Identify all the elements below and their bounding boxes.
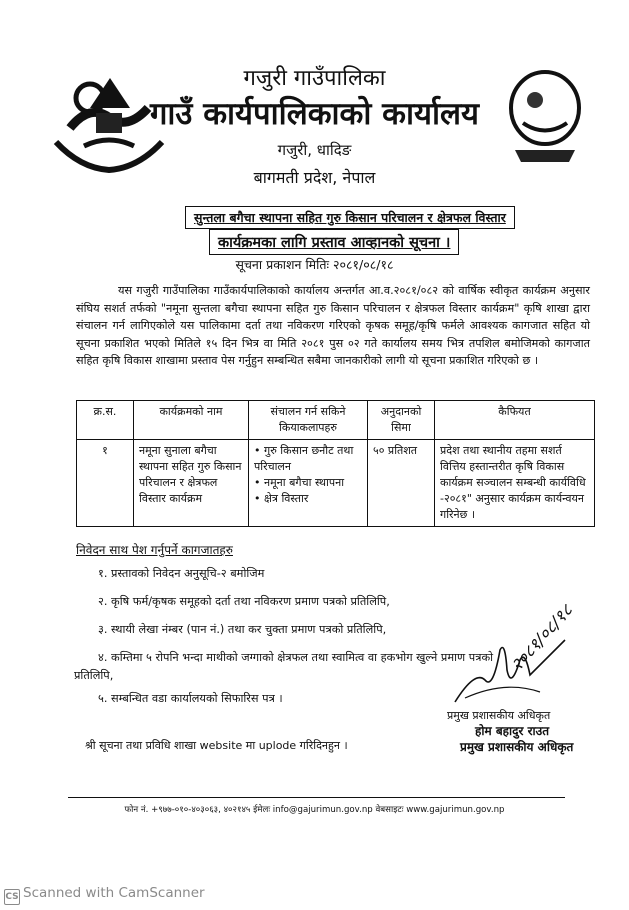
table-header: संचालन गर्न सकिने कियाकलापहरु	[249, 401, 368, 440]
table-header: अनुदानको सिमा	[368, 401, 435, 440]
activity-item: • क्षेत्र विस्तार	[254, 492, 309, 505]
footer-contact: फोन नं. +९७७-०१०-४०३०६३, ४०२१४५ ईमेलः info@gajurimun.gov.np वेबसाइटः www.gajurimun.gov.np	[124, 805, 505, 815]
list-item: २. कृषि फर्म/कृषक समूहको दर्ता तथा नविकरण प्रमाण पत्रको प्रतिलिपि,	[98, 595, 390, 608]
list-item: ५. सम्बन्धित वडा कार्यालयको सिफारिस पत्र ।	[98, 692, 283, 705]
scanner-text: Scanned with CamScanner	[23, 885, 205, 901]
scanner-watermark	[4, 885, 205, 905]
office-location: गजुरी, धादिङ	[277, 141, 352, 159]
municipality-name: गजुरी गाउँपालिका	[243, 66, 386, 91]
camscanner-icon: CS	[4, 889, 20, 905]
handwritten-date: २०८१/०८/१८	[507, 600, 578, 676]
signatory-name: होम बहादुर राउत	[475, 724, 550, 738]
office-name: गाउँ कार्यपालिकाको कार्यालय	[149, 96, 480, 132]
list-item: १. प्रस्तावको निवेदन अनुसूचि-२ बमोजिम	[98, 567, 265, 580]
row-program-name: नमूना सुनाला बगैचा स्थापना सहित गुरु किसान परिचालन र क्षेत्रफल विस्तार कार्यक्रम	[134, 440, 249, 527]
list-item: प्रतिलिपि,	[74, 669, 114, 682]
table-header: क्र.स.	[77, 401, 134, 440]
notice-paragraph: यस गजुरी गाउँपालिका गाउँकार्यपालिकाको कार्यालय अन्तर्गत आ.व.२०८१/०८२ को वार्षिक स्वीकृत कार्यक्रम अनुसार संघिय सशर्त तर्फको "नमूना सुन्तला बगैचा स्थापना सहित गुरु किसान परिचालन र क्षेत्रफल विस्तार कार्यक्रम" कृषि शाखा द्वारा संचालन गर्न लागिएकोले यस पालिकामा दर्ता तथा नविकरण गरिएको कृषक समूह/कृषि फर्मले आवश्यक कागजात सहित यो सूचना प्रकाशित भएको मितिले १५ दिन भित्र वा मिति २०८१ पुस ०२ गते कार्यालय समय भित्र तपशिल बमोजिमको कागजात सहित कृषि विकास शाखामा प्रस्ताव पेस गर्नुहुन सम्बन्धित सबैमा जानकारीको लागी यो सूचना प्रकाशित गरिएको छ ।	[76, 284, 590, 367]
table-header-row	[77, 401, 595, 440]
table-header: कैफियत	[435, 401, 595, 440]
documents-heading: निवेदन साथ पेश गर्नुपर्ने कागजातहरु	[76, 543, 233, 557]
signatory-title: प्रमुख प्रशासकीय अधिकृत	[447, 709, 551, 722]
row-remarks: प्रदेश तथा स्थानीय तहमा सशर्त वित्तिय हस्तान्तरीत कृषि विकास कार्यक्रम सञ्चालन सम्बन्धी कार्यविधि -२०८१" अनुसार कार्यक्रम कार्यन्वयन गरिनेछ ।	[435, 440, 595, 527]
program-table	[76, 400, 595, 527]
publish-date: सूचना प्रकाशन मितिः २०८१/०८/१८	[235, 257, 394, 272]
table-header: कार्यक्रमको नाम	[134, 401, 249, 440]
notice-title-line1: सुन्तला बगैचा स्थापना सहित गुरु किसान परिचालन र क्षेत्रफल विस्तार	[185, 206, 515, 229]
office-province: बागमती प्रदेश, नेपाल	[253, 168, 376, 187]
row-sn: १	[77, 440, 134, 527]
notice-title-line2: कार्यक्रमका लागि प्रस्ताव आव्हानको सूचना ।	[209, 229, 459, 255]
footer-divider	[68, 797, 565, 798]
row-activities	[249, 440, 368, 527]
list-item: ४. कम्तिमा ५ रोपनि भन्दा माथीको जग्गाको क्षेत्रफल तथा स्वामित्व वा हकभोग खुल्ने प्रमाण पत्रको	[98, 651, 494, 664]
row-grant-limit: ५० प्रतिशत	[368, 440, 435, 527]
activity-item: • नमूना बगैचा स्थापना	[254, 476, 345, 489]
list-item: ३. स्थायी लेखा नंम्बर (पान नं.) तथा कर चुक्ता प्रमाण पत्रको प्रतिलिपि,	[98, 623, 387, 636]
table-row	[77, 440, 595, 527]
signatory-title-bold: प्रमुख प्रशासकीय अधिकृत	[460, 740, 574, 754]
activity-item: • गुरु किसान छनौट तथा परिचालन	[254, 444, 354, 473]
website-upload-note: श्री सूचना तथा प्रविधि शाखा website मा uplode गरिदिनहुन ।	[85, 739, 348, 752]
